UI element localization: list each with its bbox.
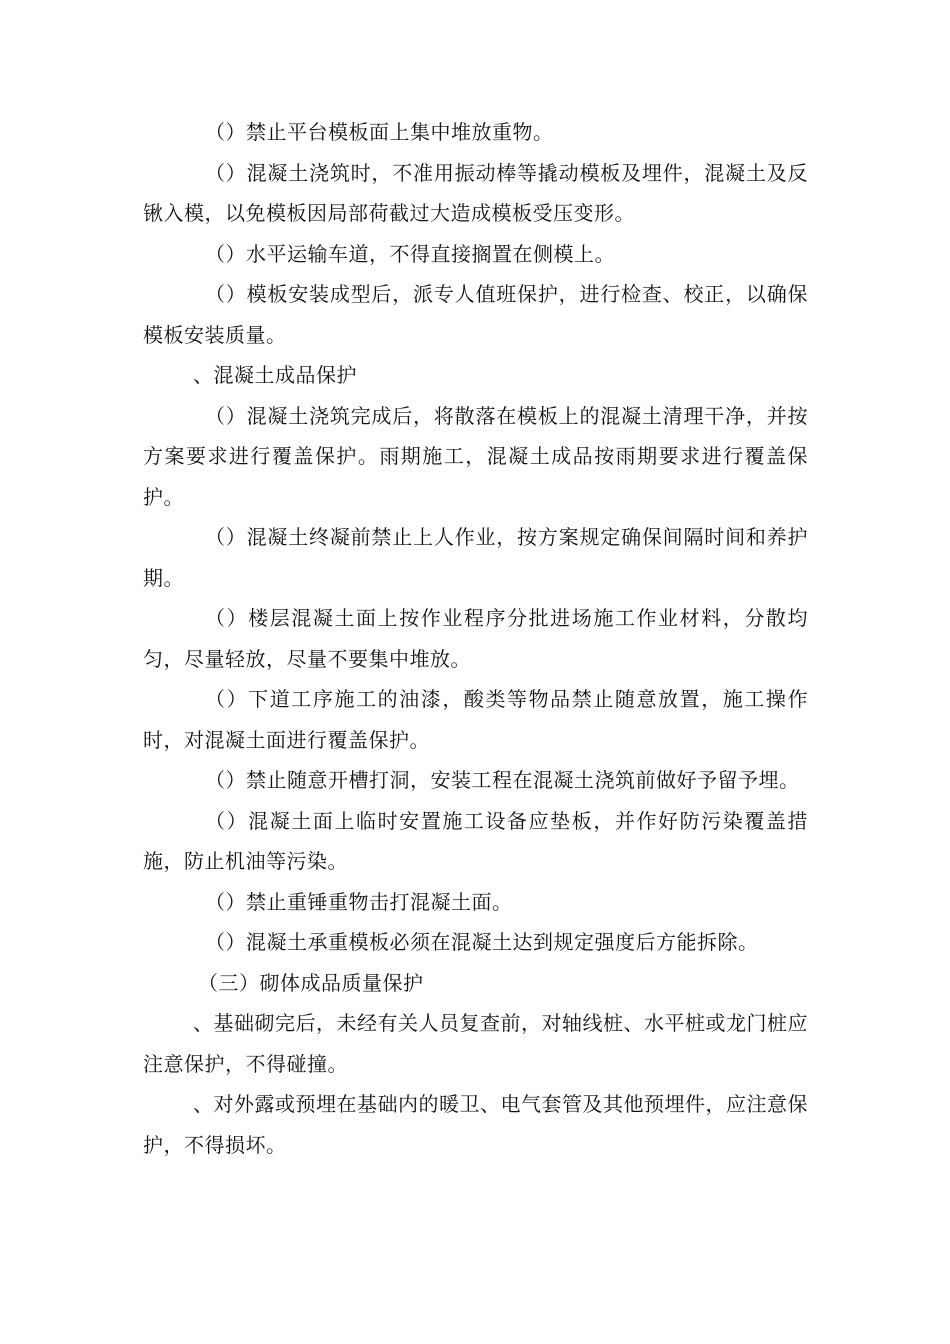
- paragraph: （）模板安装成型后，派专人值班保护，进行检查、校正，以确保模板安装质量。: [143, 282, 808, 347]
- paragraph: 、基础砌完后，未经有关人员复查前，对轴线桩、水平桩或龙门桩应注意保护，不得碰撞。: [143, 1011, 808, 1076]
- paragraph: （）下道工序施工的油漆，酸类等物品禁止随意放置，施工操作时，对混凝土面进行覆盖保护。: [143, 687, 808, 752]
- paragraph: （）禁止平台模板面上集中堆放重物。: [205, 120, 554, 144]
- paragraph: 、对外露或预埋在基础内的暖卫、电气套管及其他预埋件，应注意保护，不得损坏。: [143, 1092, 808, 1157]
- paragraph: （）混凝土浇筑完成后，将散落在模板上的混凝土清理干净，并按方案要求进行覆盖保护。雨期施工，混凝土成品按雨期要求进行覆盖保护。: [143, 403, 808, 509]
- paragraph: （）禁止随意开槽打洞，安装工程在混凝土浇筑前做好予留予埋。: [205, 768, 800, 792]
- paragraph: （）楼层混凝土面上按作业程序分批进场施工作业材料，分散均匀，尽量轻放，尽量不要集中堆放。: [143, 606, 808, 671]
- paragraph: （）水平运输车道，不得直接搁置在侧模上。: [205, 241, 615, 266]
- paragraph: （）混凝土终凝前禁止上人作业，按方案规定确保间隔时间和养护期。: [143, 525, 808, 590]
- paragraph: （）混凝土承重模板必须在混凝土达到规定强度后方能拆除。: [205, 930, 759, 954]
- section-heading: （三）砌体成品质量保护: [198, 970, 424, 995]
- section-heading: 、混凝土成品保护: [193, 363, 357, 387]
- document-body: [143, 112, 808, 1165]
- paragraph: （）混凝土面上临时安置施工设备应垫板，并作好防污染覆盖措施，防止机油等污染。: [143, 808, 808, 873]
- paragraph: （）禁止重锤重物击打混凝土面。: [205, 889, 513, 914]
- paragraph: （）混凝土浇筑时，不准用振动棒等撬动模板及埋件，混凝土及反锹入模，以免模板因局部荷截过大造成模板受压变形。: [143, 160, 808, 225]
